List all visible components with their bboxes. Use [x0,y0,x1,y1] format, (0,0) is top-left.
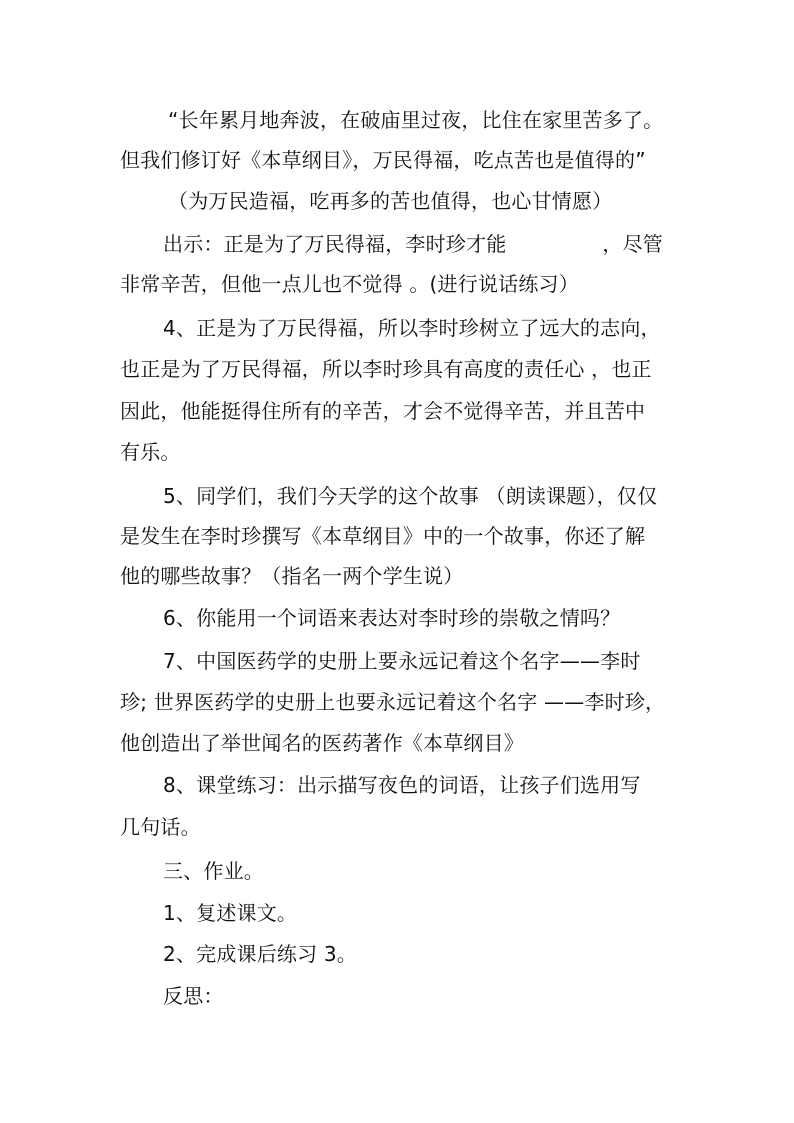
paragraph-line: 珍; 世界医药学的史册上也要永远记着这个名字 ——李时珍， [120,690,666,714]
paragraph-line: 是发生在李时珍撰写《本草纲目》中的一个故事，你还了解 [120,524,646,548]
reflection-label: 反思： [163,984,224,1008]
paragraph-line: 也正是为了万民得福，所以李时珍具有高度的责任心 ，也正 [120,357,652,381]
prompt-text-after-blank: ，尽管 [602,232,664,256]
paragraph-line: 有乐。 [120,440,181,464]
paragraph-line: 他的哪些故事？（指名一两个学生说） [120,564,464,588]
section-heading-homework: 三、作业。 [163,859,264,883]
homework-item: 2、完成课后练习 3。 [163,942,358,966]
paragraph-line: 几句话。 [120,815,201,839]
paragraph-line: 他创造出了举世闻名的医药著作《本草纲目》 [120,731,524,755]
paragraph-line: 8、课堂练习：出示描写夜色的词语，让孩子们选用写 [163,773,641,797]
paragraph-line: “长年累月地奔波，在破庙里过夜，比住在家里苦多了。 [168,108,664,132]
homework-item: 1、复述课文。 [163,901,298,925]
paragraph-line: 因此，他能挺得住所有的辛苦，才会不觉得辛苦，并且苦中 [120,399,646,423]
paragraph-line: 6、你能用一个词语来表达对李时珍的崇敬之情吗？ [163,606,621,630]
paragraph-line: （为万民造福，吃再多的苦也值得，也心甘情愿） [168,189,613,213]
prompt-text-before-blank: 出示：正是为了万民得福，李时珍才能 [163,232,507,256]
paragraph-line-with-blank [163,232,663,256]
paragraph-line: 非常辛苦，但他一点儿也不觉得 。(进行说话练习） [120,272,579,296]
paragraph-line: 4、正是为了万民得福，所以李时珍树立了远大的志向， [163,316,661,340]
paragraph-line: 7、中国医药学的史册上要永远记着这个名字——李时 [163,649,641,673]
paragraph-line: 5、同学们，我们今天学的这个故事 （朗读课题），仅仅 [163,484,658,508]
paragraph-line: 但我们修订好《本草纲目》，万民得福，吃点苦也是值得的” [120,148,646,172]
